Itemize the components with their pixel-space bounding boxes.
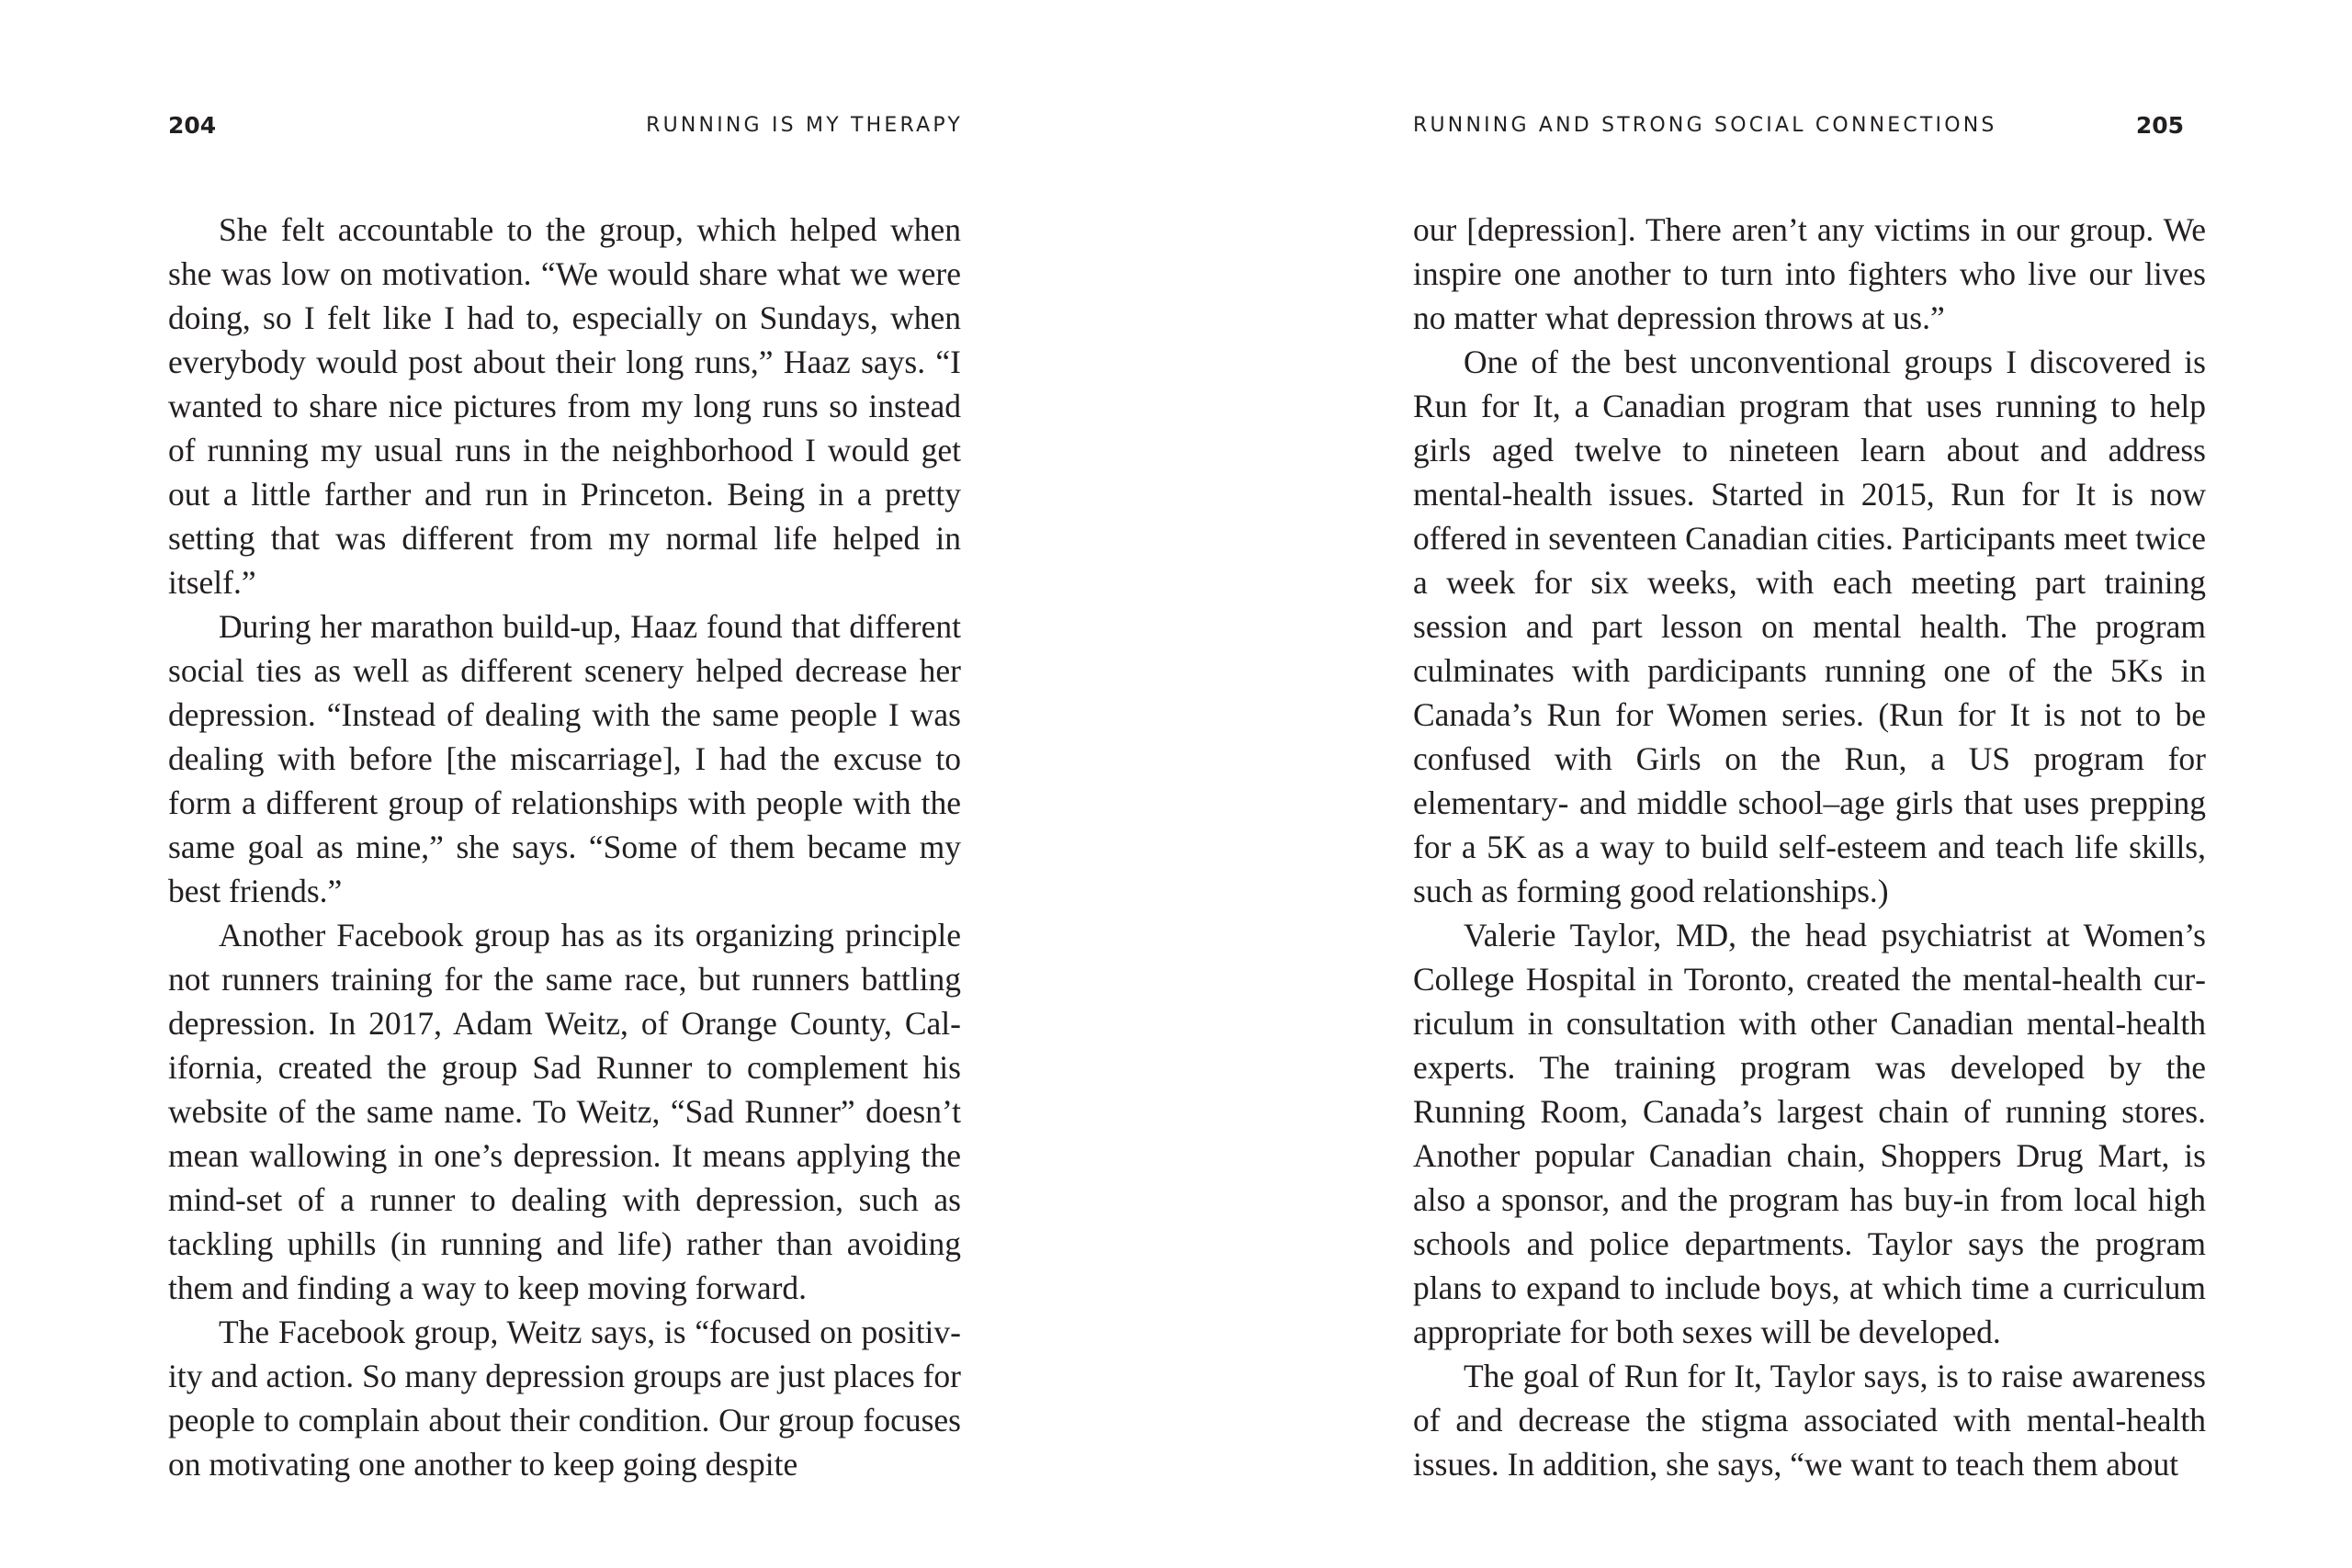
paragraph: Valerie Taylor, MD, the head psychiatrist at Women’s College Hospital in Toronto, created the mental-health curriculum in consultation with other Canadian mental-health experts. The training program was developed by the Running Room, Canada’s largest chain of running stores. Another popular Canadian chain, Shoppers Drug Mart, is also a sponsor, and the program has buy-in from local high schools and police departments. Taylor says the program plans to expand to include boys, at which time a curriculum appropriate for both sexes will be developed. (1413, 917, 2206, 1350)
paragraph: One of the best unconventional groups I discovered is Run for It, a Canadian program that uses running to help girls aged twelve to nineteen learn about and address mental-health issues. Started in 2015, Run for It is now offered in seventeen Canadian cities. Participants meet twice a week for six weeks, with each meeting part training session and part lesson on mental health. The program culminates with pardicipants running one of the 5Ks in Canada’s Run for Women series. (Run for It is not to be confused with Girls on the Run, a US program for elementary- and middle school–age girls that uses prepping for a 5K as a way to build self-esteem and teach life skills, such as forming good relationships.) (1413, 344, 2206, 909)
paragraph: She felt accountable to the group, which helped when she was low on motivation. “We would share what we were doing, so I felt like I had to, especially on Sundays, when everybody would post about their long runs,” Haaz says. “I wanted to share nice pictures from my long runs so instead of running my usual runs in the neighborhood I would get out a little farther and run in Princeton. Being in a pretty setting that was different from my normal life helped in itself.” (168, 211, 961, 601)
right-page (1176, 0, 2352, 1568)
body-text (1413, 208, 2206, 1486)
page-number: 204 (168, 112, 217, 139)
paragraph: The Facebook group, Weitz says, is “focused on positivity and action. So many depression groups are just places for people to complain about their condition. Our group focuses on motivating one another to keep going despite (168, 1314, 961, 1483)
running-head: RUNNING IS MY THERAPY (646, 114, 963, 137)
paragraph: our [depression]. There aren’t any victims in our group. We inspire one another to turn into fighters who live our lives no matter what depression throws at us.” (1413, 211, 2206, 336)
page-number: 205 (2135, 112, 2184, 139)
paragraph: The goal of Run for It, Taylor says, is to raise awareness of and decrease the stigma associated with mental-health issues. In addition, she says, “we want to teach them about (1413, 1358, 2206, 1483)
body-text (168, 208, 961, 1486)
paragraph: During her marathon build-up, Haaz found that different social ties as well as different scenery helped decrease her depression. “Instead of dealing with the same people I was dealing with before [the miscarriage], I had the excuse to form a different group of relationships with people with the same goal as mine,” she says. “Some of them became my best friends.” (168, 608, 961, 909)
paragraph: Another Facebook group has as its organizing principle not runners training for the same race, but runners battling depression. In 2017, Adam Weitz, of Orange County, California, created the group Sad Runner to complement his website of the same name. To Weitz, “Sad Runner” doesn’t mean wallowing in one’s depression. It means applying the mind-set of a runner to dealing with depression, such as tackling uphills (in running and life) rather than avoiding them and finding a way to keep moving forward. (168, 917, 961, 1306)
running-head: RUNNING AND STRONG SOCIAL CONNECTIONS (1413, 114, 1997, 137)
